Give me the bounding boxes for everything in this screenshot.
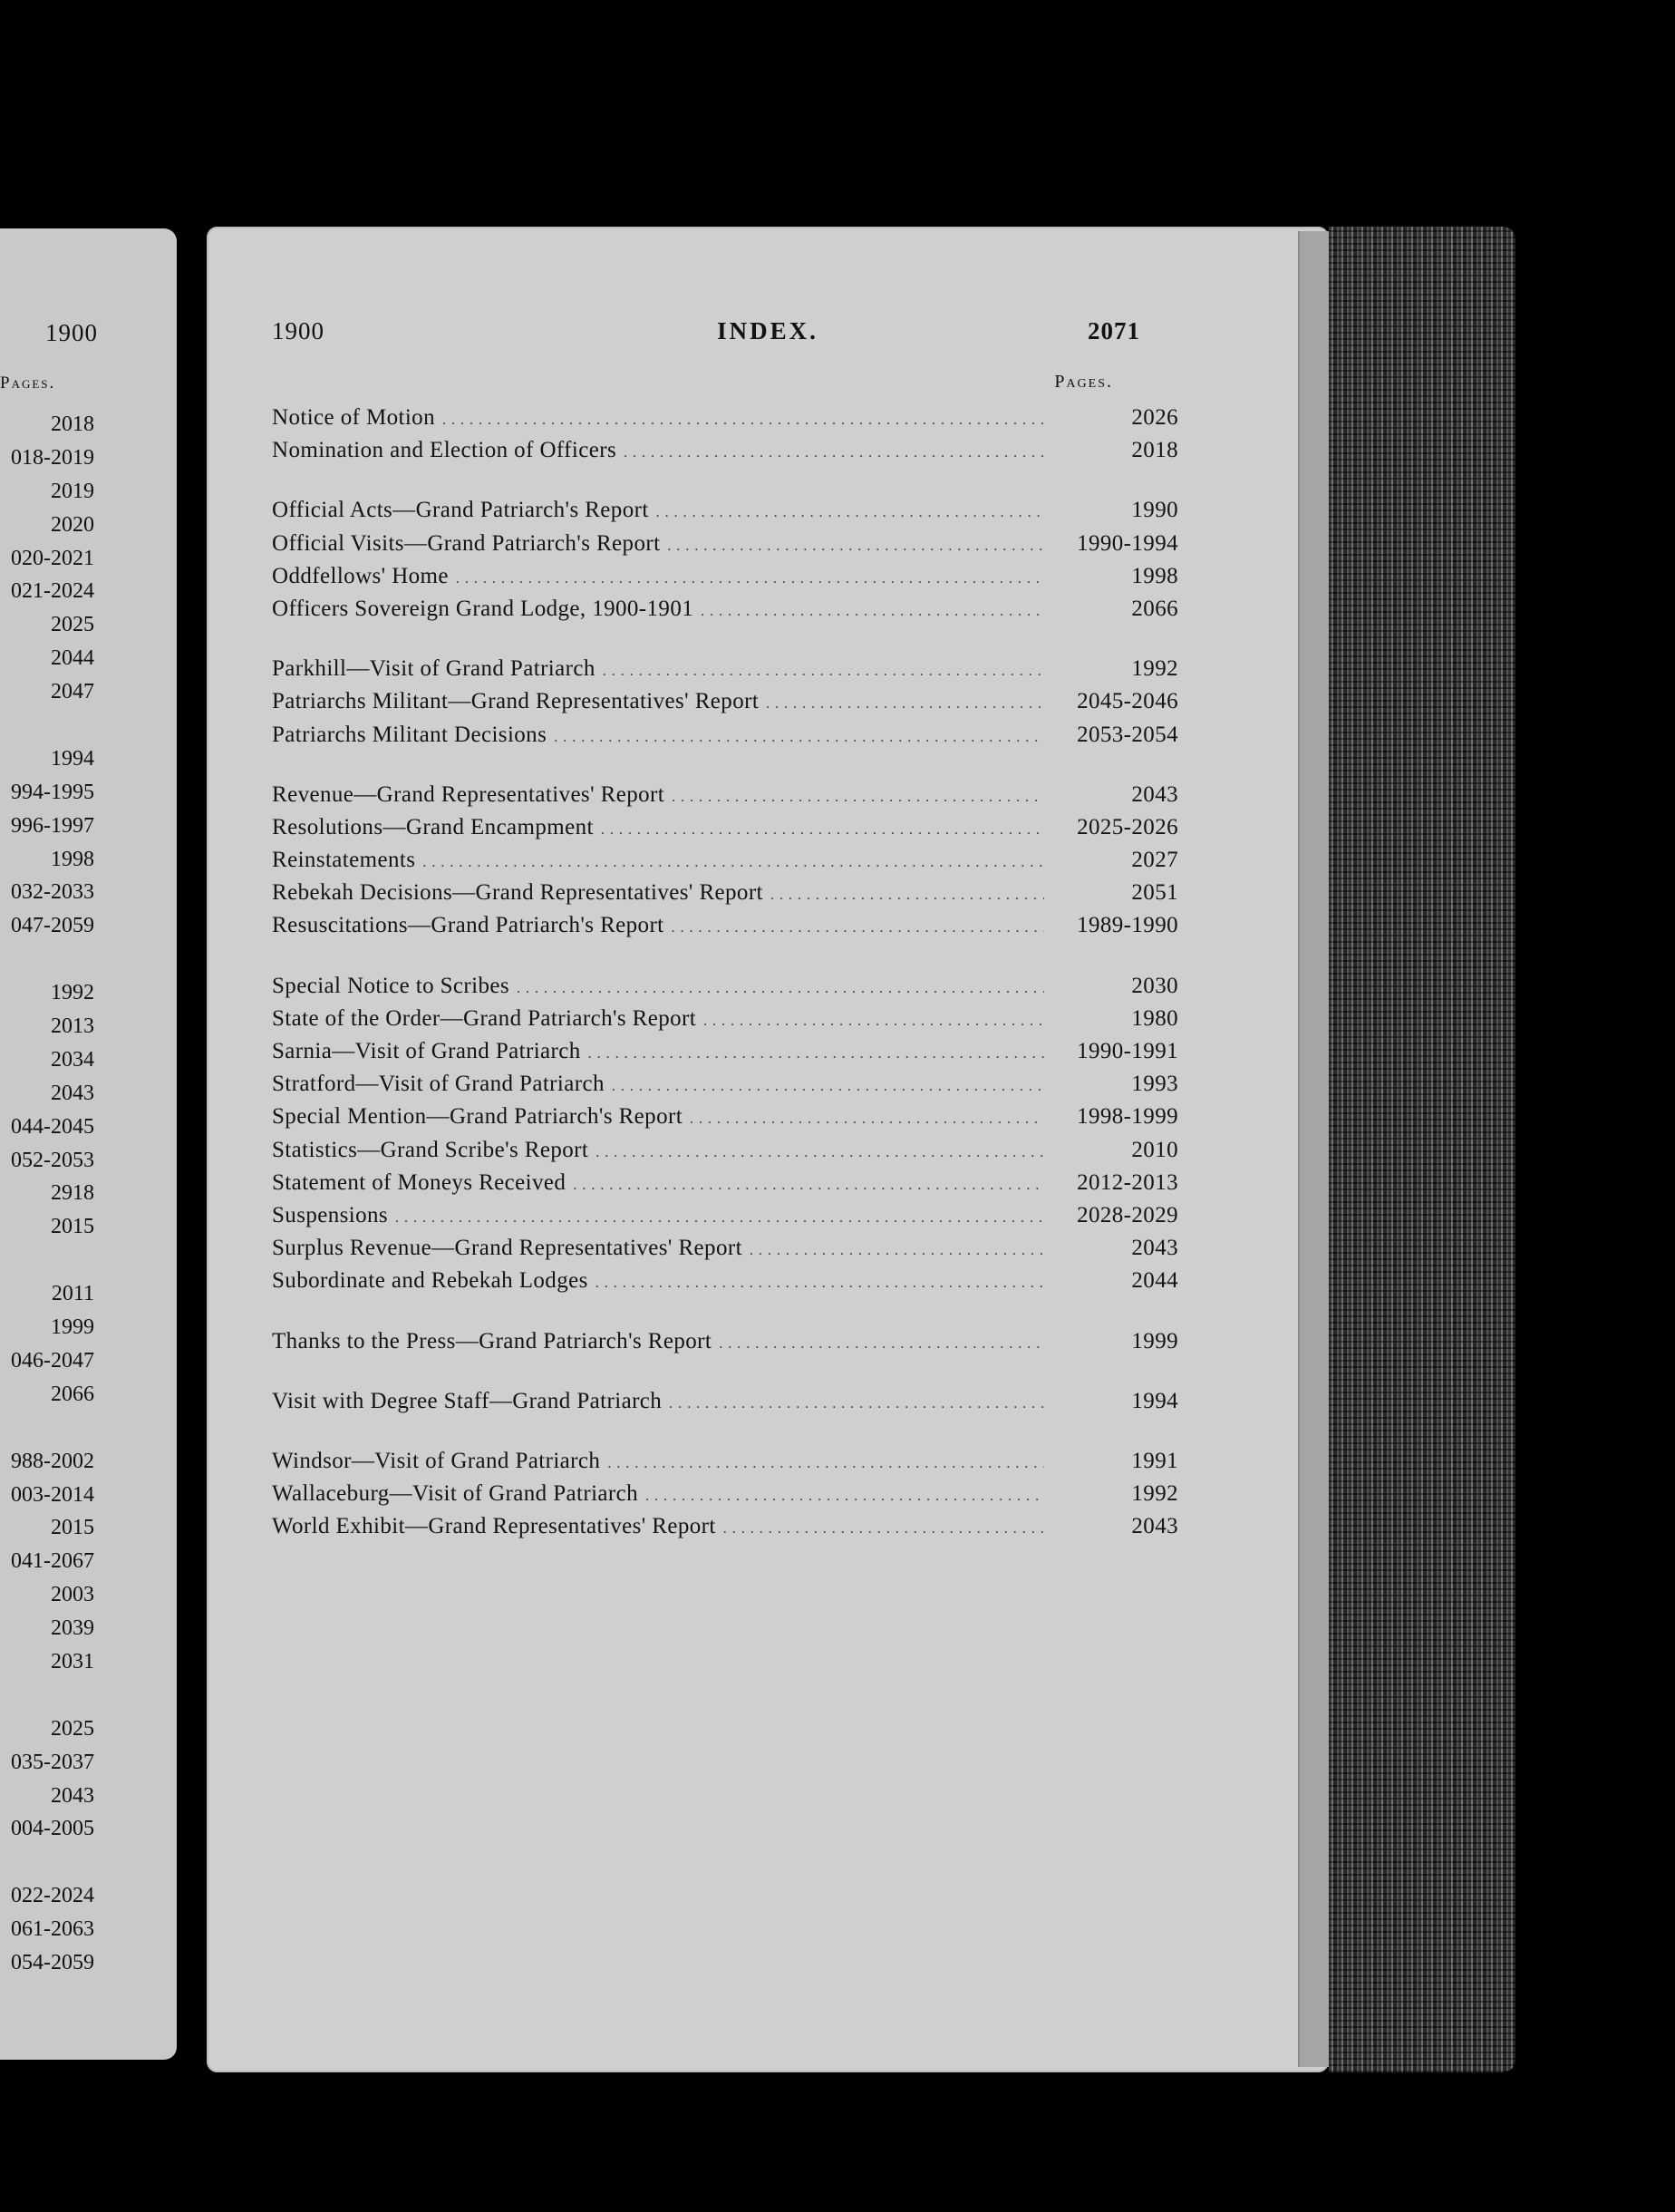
- entry-pages: 1990: [1131, 498, 1178, 523]
- dot-leader: [672, 913, 1044, 938]
- entry-label: Wallaceburg—Visit of Grand Patriarch: [272, 1481, 639, 1507]
- left-pages-column-label: Pages.: [0, 374, 56, 393]
- index-entries-list: [272, 405, 1178, 1547]
- entry-label: Special Mention—Grand Patriarch's Report: [272, 1104, 683, 1130]
- index-entry: [272, 1389, 1178, 1421]
- index-entry: [272, 1006, 1178, 1039]
- entry-pages: 2030: [1131, 973, 1178, 998]
- left-page-ref: 041-2067: [11, 1549, 94, 1574]
- left-page-ref: 004-2005: [11, 1817, 94, 1841]
- dot-leader: [719, 1329, 1044, 1354]
- dot-leader: [573, 1170, 1044, 1196]
- dot-leader: [656, 498, 1044, 523]
- left-page-ref: 046-2047: [11, 1348, 94, 1373]
- entry-pages: 2010: [1131, 1137, 1178, 1162]
- left-page-ref: 2066: [51, 1382, 94, 1406]
- index-entry: [272, 723, 1178, 755]
- section-gap: [272, 1421, 1178, 1449]
- left-page-ref: 1999: [51, 1315, 94, 1340]
- left-page-ref: 1994: [51, 746, 94, 771]
- dot-leader: [595, 1138, 1044, 1163]
- left-page-ref: 035-2037: [11, 1750, 94, 1774]
- dot-leader: [669, 1389, 1044, 1414]
- left-page-ref: 2043: [51, 1081, 94, 1105]
- entry-label: Official Acts—Grand Patriarch's Report: [272, 498, 649, 523]
- index-entry: [272, 1449, 1178, 1481]
- entry-pages: 1993: [1131, 1072, 1178, 1097]
- index-entry: [272, 656, 1178, 689]
- left-page-ref: 996-1997: [11, 813, 94, 838]
- left-page-ref: [0, 1679, 94, 1712]
- section-gap: [272, 1302, 1178, 1329]
- entry-label: Rebekah Decisions—Grand Representatives' Report: [272, 880, 763, 906]
- page-gutter-edge: [1298, 231, 1331, 2067]
- left-page-ref: 018-2019: [11, 445, 94, 470]
- entry-pages: 2028-2029: [1077, 1202, 1178, 1227]
- index-entry: [272, 1104, 1178, 1137]
- left-page-ref: 2019: [51, 479, 94, 503]
- entry-pages: 2027: [1131, 848, 1178, 873]
- entry-label: Official Visits—Grand Patriarch's Report: [272, 530, 661, 556]
- dot-leader: [612, 1072, 1044, 1097]
- left-page-ref: [0, 709, 94, 742]
- left-page-ref: 2003: [51, 1583, 94, 1607]
- left-page-ref: 2039: [51, 1616, 94, 1641]
- page-number: 2071: [1088, 317, 1140, 344]
- index-entry: [272, 564, 1178, 597]
- entry-pages: 2044: [1131, 1268, 1178, 1294]
- entry-pages: 1990-1994: [1077, 530, 1178, 556]
- entry-pages: 2025-2026: [1077, 814, 1178, 839]
- left-page-ref: 2025: [51, 613, 94, 637]
- dot-leader: [667, 531, 1044, 557]
- dot-leader: [750, 1236, 1044, 1261]
- left-page-ref: 052-2053: [11, 1148, 94, 1172]
- left-page-ref: 1992: [51, 981, 94, 1005]
- entry-pages: 1990-1991: [1077, 1039, 1178, 1063]
- entry-label: Resolutions—Grand Encampment: [272, 814, 594, 839]
- entry-label: Patriarchs Militant Decisions: [272, 722, 547, 747]
- entry-pages: 1980: [1131, 1005, 1178, 1031]
- entry-pages: 2051: [1131, 880, 1178, 906]
- index-page: [207, 227, 1329, 2072]
- entry-label: Revenue—Grand Representatives' Report: [272, 781, 665, 807]
- left-page-ref: 2044: [51, 646, 94, 671]
- index-entry: [272, 1203, 1178, 1236]
- left-page-ref: 054-2059: [11, 1950, 94, 1974]
- dot-leader: [723, 1514, 1044, 1539]
- entry-pages: 1989-1990: [1077, 913, 1178, 938]
- dot-leader: [690, 1104, 1044, 1130]
- entry-label: Statistics—Grand Scribe's Report: [272, 1137, 589, 1162]
- dot-leader: [517, 974, 1044, 999]
- entry-label: Suspensions: [272, 1202, 389, 1227]
- left-page-ref: 2031: [51, 1649, 94, 1674]
- index-entry: [272, 782, 1178, 815]
- index-entry: [272, 1170, 1178, 1203]
- left-page-ref: 2015: [51, 1516, 94, 1540]
- left-page-ref: [0, 1846, 94, 1879]
- left-page-ref: 2034: [51, 1047, 94, 1072]
- section-gap: [272, 471, 1178, 498]
- index-entry: [272, 689, 1178, 722]
- entry-label: Stratford—Visit of Grand Patriarch: [272, 1072, 605, 1097]
- index-entry: [272, 1039, 1178, 1072]
- entry-label: Thanks to the Press—Grand Patriarch's Report: [272, 1328, 712, 1353]
- entry-label: State of the Order—Grand Patriarch's Report: [272, 1005, 697, 1031]
- pages-column-label: Pages.: [1054, 372, 1113, 392]
- index-entry: [272, 848, 1178, 880]
- left-page-ref: 022-2024: [11, 1884, 94, 1908]
- index-entry: [272, 531, 1178, 564]
- entry-label: Visit with Degree Staff—Grand Patriarch: [272, 1388, 663, 1413]
- left-page-ref: 2011: [51, 1282, 94, 1306]
- left-page-ref: 2018: [51, 412, 94, 436]
- left-page-ref: 988-2002: [11, 1449, 94, 1473]
- index-entry: [272, 438, 1178, 471]
- book-page-edges: [1329, 227, 1515, 2072]
- entry-label: Subordinate and Rebekah Lodges: [272, 1268, 588, 1294]
- entry-pages: 1994: [1131, 1388, 1178, 1413]
- left-page-header-year: 1900: [45, 319, 98, 346]
- dot-leader: [456, 564, 1044, 589]
- entry-label: Surplus Revenue—Grand Representatives' Report: [272, 1236, 742, 1261]
- left-page-ref: 021-2024: [11, 579, 94, 604]
- dot-leader: [422, 848, 1044, 873]
- left-page-ref: 994-1995: [11, 780, 94, 804]
- left-page-ref: 032-2033: [11, 880, 94, 905]
- index-entry: [272, 974, 1178, 1006]
- entry-pages: 1998: [1131, 563, 1178, 588]
- dot-leader: [701, 597, 1044, 622]
- index-entry: [272, 1514, 1178, 1547]
- left-page-ref: 2047: [51, 680, 94, 704]
- index-entry: [272, 815, 1178, 848]
- left-facing-page: [0, 228, 177, 2060]
- dot-leader: [645, 1481, 1044, 1507]
- entry-pages: 2018: [1131, 438, 1178, 463]
- entry-pages: 2043: [1131, 1514, 1178, 1539]
- dot-leader: [595, 1268, 1044, 1294]
- left-page-ref: 2918: [51, 1181, 94, 1206]
- index-entry: [272, 1236, 1178, 1268]
- entry-label: Sarnia—Visit of Grand Patriarch: [272, 1039, 581, 1063]
- left-page-ref: 061-2063: [11, 1917, 94, 1942]
- entry-label: Statement of Moneys Received: [272, 1169, 566, 1195]
- entry-pages: 2043: [1131, 1236, 1178, 1261]
- index-entry: [272, 1481, 1178, 1514]
- left-page-ref: [0, 943, 94, 976]
- index-entry: [272, 1072, 1178, 1104]
- entry-pages: 2026: [1131, 405, 1178, 430]
- entry-label: Special Notice to Scribes: [272, 973, 510, 998]
- page-title: INDEX.: [717, 317, 818, 344]
- left-page-ref: 2043: [51, 1783, 94, 1808]
- entry-label: Officers Sovereign Grand Lodge, 1900-1901: [272, 596, 694, 621]
- entry-label: World Exhibit—Grand Representatives' Report: [272, 1514, 716, 1539]
- section-gap: [272, 946, 1178, 974]
- dot-leader: [395, 1203, 1044, 1228]
- dot-leader: [770, 880, 1044, 906]
- section-gap: [272, 755, 1178, 782]
- left-page-ref: 044-2045: [11, 1114, 94, 1139]
- left-page-ref: 003-2014: [11, 1482, 94, 1507]
- section-gap: [272, 629, 1178, 656]
- entry-label: Nomination and Election of Officers: [272, 438, 617, 463]
- dot-leader: [703, 1006, 1044, 1032]
- entry-label: Oddfellows' Home: [272, 563, 449, 588]
- dot-leader: [672, 782, 1044, 808]
- index-entry: [272, 597, 1178, 629]
- index-entry: [272, 405, 1178, 438]
- index-entry: [272, 880, 1178, 913]
- left-page-ref: [0, 1412, 94, 1445]
- dot-leader: [766, 689, 1044, 714]
- left-page-ref: 2020: [51, 512, 94, 537]
- index-entry: [272, 1268, 1178, 1301]
- dot-leader: [442, 405, 1044, 431]
- entry-pages: 2066: [1131, 596, 1178, 621]
- dot-leader: [588, 1039, 1044, 1064]
- left-page-ref: 2015: [51, 1215, 94, 1239]
- entry-label: Windsor—Visit of Grand Patriarch: [272, 1448, 601, 1473]
- left-page-ref: 1998: [51, 847, 94, 871]
- dot-leader: [607, 1449, 1044, 1474]
- entry-pages: 1999: [1131, 1328, 1178, 1353]
- left-page-ref: 2025: [51, 1716, 94, 1741]
- header-year: 1900: [272, 317, 324, 344]
- entry-pages: 1992: [1131, 1481, 1178, 1507]
- entry-pages: 2043: [1131, 781, 1178, 807]
- entry-pages: 1998-1999: [1077, 1104, 1178, 1130]
- index-entry: [272, 1329, 1178, 1362]
- index-entry: [272, 498, 1178, 530]
- page-header: [207, 317, 1329, 354]
- entry-label: Notice of Motion: [272, 405, 435, 430]
- dot-leader: [601, 815, 1044, 840]
- entry-pages: 1992: [1131, 656, 1178, 682]
- entry-pages: 2045-2046: [1077, 689, 1178, 714]
- dot-leader: [624, 438, 1044, 463]
- entry-label: Parkhill—Visit of Grand Patriarch: [272, 656, 595, 682]
- dot-leader: [554, 723, 1044, 748]
- left-page-refs-list: [0, 408, 94, 1980]
- entry-pages: 2012-2013: [1077, 1169, 1178, 1195]
- left-page-ref: 047-2059: [11, 914, 94, 938]
- left-page-ref: 020-2021: [11, 546, 94, 570]
- dot-leader: [603, 656, 1044, 682]
- entry-pages: 2053-2054: [1077, 722, 1178, 747]
- left-page-ref: 2013: [51, 1014, 94, 1039]
- left-page-ref: [0, 1244, 94, 1277]
- entry-label: Reinstatements: [272, 848, 416, 873]
- entry-label: Patriarchs Militant—Grand Representatives' Report: [272, 689, 760, 714]
- entry-label: Resuscitations—Grand Patriarch's Report: [272, 913, 664, 938]
- index-entry: [272, 913, 1178, 946]
- section-gap: [272, 1362, 1178, 1389]
- entry-pages: 1991: [1131, 1448, 1178, 1473]
- index-entry: [272, 1138, 1178, 1170]
